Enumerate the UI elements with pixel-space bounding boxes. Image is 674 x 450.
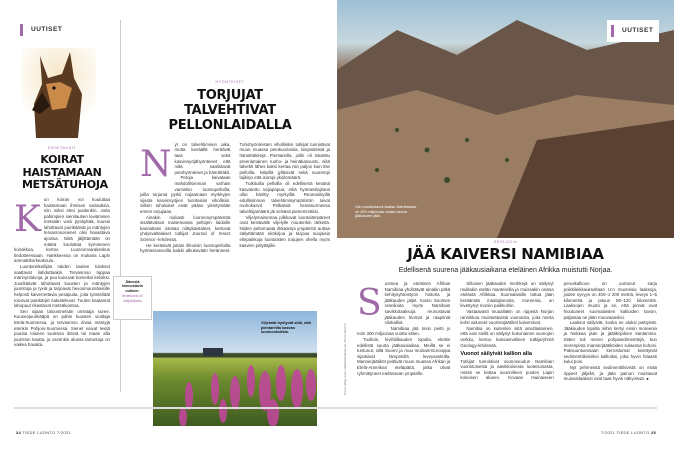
insect-story [130, 80, 330, 254]
column-divider [120, 20, 121, 392]
photo-credit: Kuvat: Marja-Liisa Välikehtä/Valokuvat, Pierre Steinch [343, 323, 347, 395]
paragraph: uomea ja eteläisen Afrikan Namibiaa yhdistävät ainakin pitkä kehitysyhteistyön historia ja jääkauden jäljet. Kuten Suomen rannikoita myös Namibian savikkolaaksoja reunustavat jääkauden hiomat ja raapimat silokalliot. [384, 281, 451, 326]
issue-number: 7/2021 [601, 430, 616, 435]
paragraph: Namibiaa jää tosin peitti jo noin 300 miljoonaa vuotta sitten. [357, 325, 451, 337]
subheading: Vuonot säilyivät kallion alla [460, 351, 532, 358]
right-page [337, 0, 674, 450]
section-tag: UUTISET [20, 24, 62, 36]
paragraph: Tutkijat tunnistivat vuonoseudun Namibian vuoristoisesta ja aavikkoisesta luoteisosasta, missä se kattaa suunnilleen puolen Lapin kokoisen alueen. Kovaan muinaiseen peruskallioon on uurtunut sarja poikkileikkaukseltaan U:n muotoisia laaksoja, joiden syvyys on 400–1 200 metriä, leveys 1–5 kilometriä ja pituus 80–120 kilometriä. Laaksojen muoto ja se, että pinnat ovat hioutuneet suomalaisten kallioiden tavoin, paljastaa ne jään muovaamiksi. [460, 281, 657, 381]
page-number: 25 [650, 430, 656, 435]
section-tag-box [607, 20, 659, 42]
photo-caption: Viljelmät hyötyvät siitä, että pientareilla kasvaa luonnonkukkia. [261, 321, 311, 334]
fireweed-flowers [153, 351, 317, 426]
paragraph: Namibia on kuitenkin siitä ainutlaatuinen, että vain siellä on säilynyt kokonainen vuonojen verkko, kertoo kansainvälinen tutkijaryhmä Geology-lehdessä. [460, 325, 554, 348]
story-body [14, 197, 110, 348]
paragraph: Vastaavasti muuallakin on rippeitä Norjan rannikkoa muistuttavista vuonoista, joita merta kohti valuneet vuoristojäätiköt kaiversivat. [460, 308, 554, 326]
paragraph: Nyt pehmeistä sedimenttikivistä on enää rippeet jäljellä, ja jään painon muistavat muinaislaaksot ovat taas hyvin näkyvissä. ● [563, 364, 657, 382]
issue-number: 7/2021 [56, 430, 71, 435]
page-footer [16, 430, 71, 436]
story-body [130, 142, 330, 254]
paragraph: Ainakin niukasti luonnonympäristöä sisältävässä maisemassa peltojen laidoille kannattaisi istuttaa niittykaistaleet, kertovat yhdysvaltalaiset tutkijat Journal of Insect Science -lehdessä. [140, 214, 231, 242]
page-footer [601, 430, 656, 436]
vote-link[interactable]: tiedeluonto.fi/ lukijakilpailu [121, 294, 144, 303]
story-kicker: SIENITAUDIT [47, 146, 77, 150]
paragraph: Viljelymaisemaa pilkkovat luontolämpäreet ovat kestävälle viljelylle muutenkin tärkeitä. Niiden peltomaata rikkaampi ympäristö auttaa säilyttämään eliökirjoa ja tarjoaa suojaisia elinpaikkoja luontaisten torjujien ohella myös kasvien pölyttäjille. [239, 214, 330, 248]
audio-vote-box[interactable] [113, 276, 152, 320]
page-number: 24 [16, 430, 22, 435]
vote-title: Äänestä kiinnostavin uutinen: [122, 280, 143, 293]
footer-rule [14, 407, 337, 409]
story-headline: TORJUJAT TALVEHTIVAT PELLONLAIDALLA [168, 88, 292, 133]
paragraph: Tutkituilla pelloilla oli edellisenä kesänä kasvatettu soijapapua, eikä hyönteislajistoa ollut häiritty myrkyillä. Reunaniityillä edullisimman talvehtimisympäristön loivat ruohokasvit. Pelkässä heinänurmessa talvehtijamäärä jäi selvästi pienemmäksi. [239, 180, 330, 214]
dog-photo [22, 48, 96, 138]
footer-rule [337, 407, 657, 409]
story-headline: KOIRAT HAISTAMAAN METSÄTUHOJA [22, 153, 108, 192]
paragraph: un koiran voi kouluttaa haistamaan ihmisen sairauksia, niin miksi ettei puidenkin. Jotta pahimpien sienitautien leviämisen metsään voisi pysäyttää, kuusia lahottavat juurikäävät ja mäntyjen tervasrososienet olisi havaittava ajoissa. Niitä jäljittämään on määrä kouluttaa kymmenen koirakkoa, kertoo Luonnonvarakeskus tiedotteessaan. Hankkeessa on mukana Lapin ammattikorkeakoulu. [14, 196, 110, 264]
drop-cap: S [357, 283, 382, 324]
paragraph: Tuolloin, kivihiilikauden lopulla, elettiin edellistä suurta jääkausiaikaa. Meillä se ei tuntunut, sillä Suomi ja muu muinais-Eurooppa sijaitsivat lämpimillä leveysasteilla. Mannerjäätiköt peittivät muun muassa Afrikan ja Etelä-Amerikan eteläpäitä, jotka olivat ryhmittyneet etelänavan ympärille. [357, 336, 451, 376]
story-deck: Edellisenä suurena jääkausiaikana eteläinen Afrikka muistutti Norjaa. [398, 267, 613, 274]
paragraph: He keräsivät joitain Illinoisin luomupelloilta hyönteisansoilla kaikki alkukevään heränneet. Tuhohyönteisten vihollisiksi tutkijat tunnistivat muun muassa petokuoriaisia, loispistiäisiä ja hämähäkkejä. Pientareilla, joille oli istutettu preeriamainen ruoho- ja heinäkasvusto, niitä talvehti lähes kaksi kertaa niin paljon kuin itse pelloilla. Niityillä jylläsivät sekä suurempi lajikirjo että isompi yksilömäärä. [140, 141, 330, 254]
paragraph: Petoja kaivataan mahdollisimman varhain varsinkin luomupelloilla, joilla torjunta pyrkii nojaamaan myrkkyjen sijasta kasvinsyöjien luontaisiin vihollisiin. Silloin tuholaiset eivät pääse yleistymään ennen torjujiaan. [140, 175, 231, 214]
story-headline: JÄÄ KAIVERSI NAMIBIAA [407, 245, 604, 263]
drop-cap: K [14, 198, 41, 240]
paragraph: yt on talvehtimisen aika, mutta keväällä heräävät taas sekä kasvinsyöjähyönteiset että niitä saalistavat petohyönteiset ja hämähäkit. [174, 141, 231, 175]
drop-cap: N [140, 143, 172, 185]
dog-story [14, 146, 110, 348]
paragraph: Luontoretkeilijää näiden tautien tulokset saattavat ilahduttaakin. Tervasroso tappaa männynlatvoja, ja puu kuivuvat komeiksi keloiksi. Juurikäävät lahottavat kuusten ja mäntyjen juuristoja ja tyviä ja tarjoavat hevosmuurahaisille helposti kaiverrettavia pesäpuita, joita työnteliäät toivovat palokärjet nakuttelevat. Tuulen kaatamat lahopuut rikastavat metsäluontoa. [14, 264, 110, 309]
story-kicker: HYÖNTEISET [215, 80, 245, 84]
magazine-name: TIEDE LUONTO [22, 430, 56, 435]
paragraph: Laaksot säilyivät, koska ne aluksi peittyivät. Jääkauden lopulla niihin kertyi ensin moreenia ja hiekkaa jään ja jäätiköjokien kantamina. Sitten tuli meren pohjasedimenttejä, kun merenpinta mannerjäätiköiden sulaessa kohosi. Paksuuntuessaan kerrostumat kivettyivät sedimenttikivisiksi kallioiksi, joka hyvin hitaasti kului pois. [563, 320, 657, 365]
story-kicker: GEOLOGIA [493, 240, 518, 244]
magazine-name: TIEDE LUONTO [616, 430, 650, 435]
photo-caption: Uis muodostanut laakso Namibiassa on 300 miljoonaa vuotta vanha jääkauden jälki. [355, 205, 417, 218]
paragraph: Sen sijaan talousmetsän omistaja suree. Kuusenjuurikääpä on pahin kuusten vioittaja Etelä-Suomessa, ja tervasroso riivaa mäntyjä etenkin Pohjois-Suomessa. Sienet voivat levitä puusta toiseen tuulessa itiöinä tai maan alla juuriston kautta, ja varsinkin alussa tartuntoja on vaikea havaita. [14, 308, 110, 348]
story-body [357, 281, 657, 382]
section-tag: UUTISET [611, 25, 659, 37]
paragraph: Silloisen jääkauden merkkejä on säilynyt muillakin etelän mantereilla ja muissakin osissa etelästä Afrikkaa. Suomalaisille tuttua jään keräämää maalajiseosta, moreenia, on kivettynyt moniin paikkoihin. [460, 281, 554, 309]
